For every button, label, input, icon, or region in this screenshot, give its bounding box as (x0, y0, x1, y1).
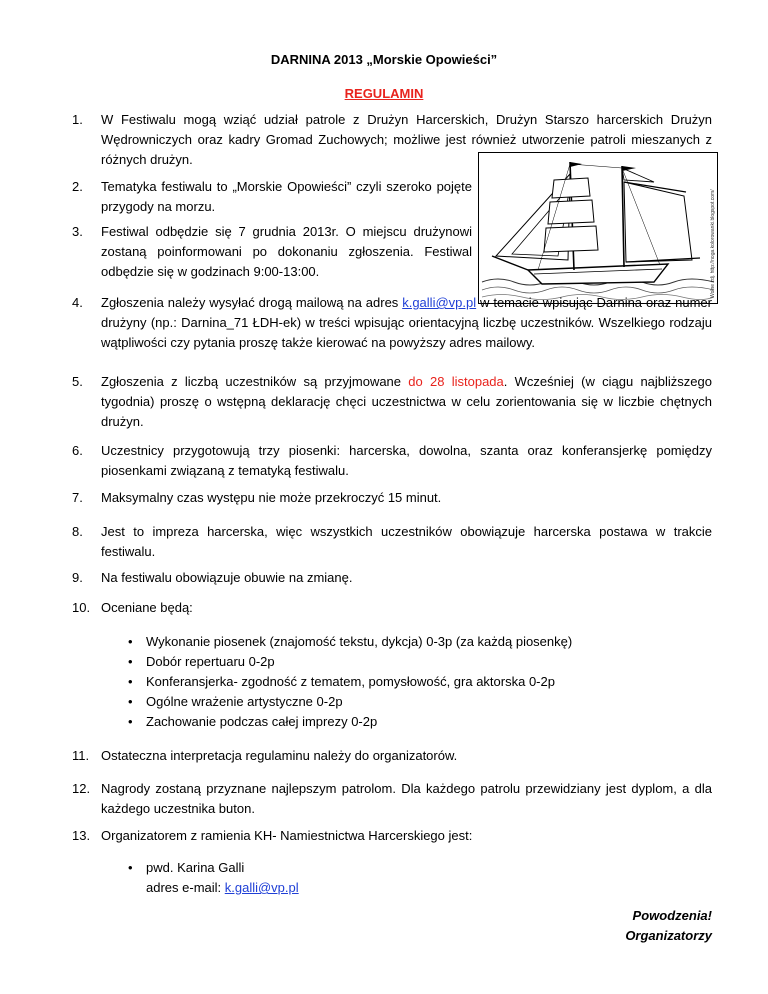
rule-number: 3. (72, 224, 83, 239)
bullet-icon: • (128, 634, 133, 649)
rule-text: Festiwal odbędzie się 7 grudnia 2013r. O miejscu drużynowi zostaną poinformowani po dokonaniu zgłoszenia. Festiwal odbędzie się w godzinach 9:00-13:00. (101, 224, 472, 279)
rule-text: Oceniane będą: (101, 600, 193, 615)
rule-number: 4. (72, 295, 83, 310)
rule-item-12 (72, 779, 712, 819)
criteria-item (128, 712, 728, 732)
organizer-block (128, 858, 728, 898)
rule-number: 1. (72, 112, 83, 127)
rule-number: 10. (72, 600, 91, 615)
criteria-item (128, 652, 728, 672)
rule-number: 12. (72, 781, 91, 796)
rule-text-part: Zgłoszenia należy wysyłać drogą mailową na adres (101, 295, 403, 310)
email-link[interactable]: k.galli@vp.pl (402, 295, 477, 310)
rule-number: 8. (72, 524, 83, 539)
rule-number: 9. (72, 570, 83, 585)
rule-text: W Festiwalu mogą wziąć udział patrole z Drużyn Harcerskich, Drużyn Starszo harcerskich Drużyn Wędrowniczych oraz kadry Gromad Zuchowych; możliwe jest również utworzenie patroli mieszanych z różnych drużyn. (101, 112, 712, 167)
bullet-icon: • (128, 674, 133, 689)
criteria-text: Konferansjerka- zgodność z tematem, pomysłowość, gra aktorska 0-2p (146, 674, 555, 689)
rule-text: Na festiwalu obowiązuje obuwie na zmianę. (101, 570, 353, 585)
criteria-item (128, 672, 728, 692)
rule-text: Ostateczna interpretacja regulaminu należy do organizatorów. (101, 748, 458, 763)
closing-line-2: Organizatorzy (625, 928, 712, 943)
criteria-text: Dobór repertuaru 0-2p (146, 654, 275, 669)
document-subtitle: REGULAMIN (344, 86, 424, 101)
organizer-name: pwd. Karina Galli (146, 860, 245, 875)
rule-text: Tematyka festiwalu to „Morskie Opowieści” czyli szeroko pojęte przygody na morzu. (101, 179, 472, 214)
rule-item-7 (72, 488, 712, 508)
deadline-highlight: do 28 listopada (408, 374, 504, 389)
criteria-text: Wykonanie piosenek (znajomość tekstu, dykcja) 0-3p (za każdą piosenkę) (146, 634, 573, 649)
rule-text-part: Zgłoszenia z liczbą uczestników są przyjmowane (101, 374, 409, 389)
rule-item-10 (72, 598, 712, 618)
closing-line-1: Powodzenia! (632, 908, 712, 923)
sailing-ship-icon (478, 152, 718, 304)
bullet-icon: • (128, 654, 133, 669)
rule-item-2 (72, 177, 472, 217)
image-caption: Wolne zdj. http://noga.kolorowanki.blogspot.com/ (710, 189, 716, 298)
rule-number: 13. (72, 828, 91, 843)
rule-number: 7. (72, 490, 83, 505)
criteria-item (128, 692, 728, 712)
rule-item-9 (72, 568, 712, 588)
rule-number: 2. (72, 179, 83, 194)
rule-number: 5. (72, 374, 83, 389)
rule-text (101, 372, 712, 432)
criteria-item (128, 632, 728, 652)
organizer-email-line (146, 878, 728, 898)
rule-item-4 (72, 293, 712, 353)
document-title: DARNINA 2013 „Morskie Opowieści” (270, 52, 498, 67)
sailing-ship-image (478, 152, 718, 304)
rule-item-8 (72, 522, 712, 562)
criteria-text: Ogólne wrażenie artystyczne 0-2p (146, 694, 343, 709)
rule-number: 11. (72, 748, 90, 763)
rule-text: Jest to impreza harcerska, więc wszystkich uczestników obowiązuje harcerska postawa w trakcie festiwalu. (101, 524, 712, 559)
bullet-icon: • (128, 860, 133, 875)
email-label: adres e-mail: (146, 880, 225, 895)
rule-text: Organizatorem z ramienia KH- Namiestnictwa Harcerskiego jest: (101, 828, 473, 843)
bullet-icon: • (128, 694, 133, 709)
rule-number: 6. (72, 443, 83, 458)
rule-item-3 (72, 222, 472, 282)
rule-item-5 (72, 372, 712, 432)
bullet-icon: • (128, 714, 133, 729)
criteria-text: Zachowanie podczas całej imprezy 0-2p (146, 714, 378, 729)
rule-item-11 (72, 746, 712, 766)
rule-text: Maksymalny czas występu nie może przekroczyć 15 minut. (101, 490, 442, 505)
rule-text (101, 293, 712, 353)
rule-text-part: . Wcześniej (w ciągu najbliższego tygodnia) proszę o wstępną deklarację chęci uczestnictwa w celu zorientowania się w liczbie chętnych drużyn. (101, 374, 712, 429)
rule-text: Uczestnicy przygotowują trzy piosenki: harcerska, dowolna, szanta oraz konferansjerkę pomiędzy piosenkami związaną z tematyką festiwalu. (101, 443, 712, 478)
rule-item-13 (72, 826, 712, 846)
rule-text-part: w temacie wpisując Darnina oraz numer drużyny (np.: Darnina_71 ŁDH-ek) w treści wpisując orientacyjną liczbę uczestników. Wszelkiego rodzaju wątpliwości czy pytania proszę także kierować na powyższy adres mailowy. (101, 295, 712, 350)
rule-text: Nagrody zostaną przyznane najlepszym patrolom. Dla każdego patrolu przewidziany jest dyplom, a dla każdego uczestnika buton. (101, 781, 712, 816)
rule-item-6 (72, 441, 712, 481)
organizer-email-link[interactable]: k.galli@vp.pl (224, 880, 299, 895)
